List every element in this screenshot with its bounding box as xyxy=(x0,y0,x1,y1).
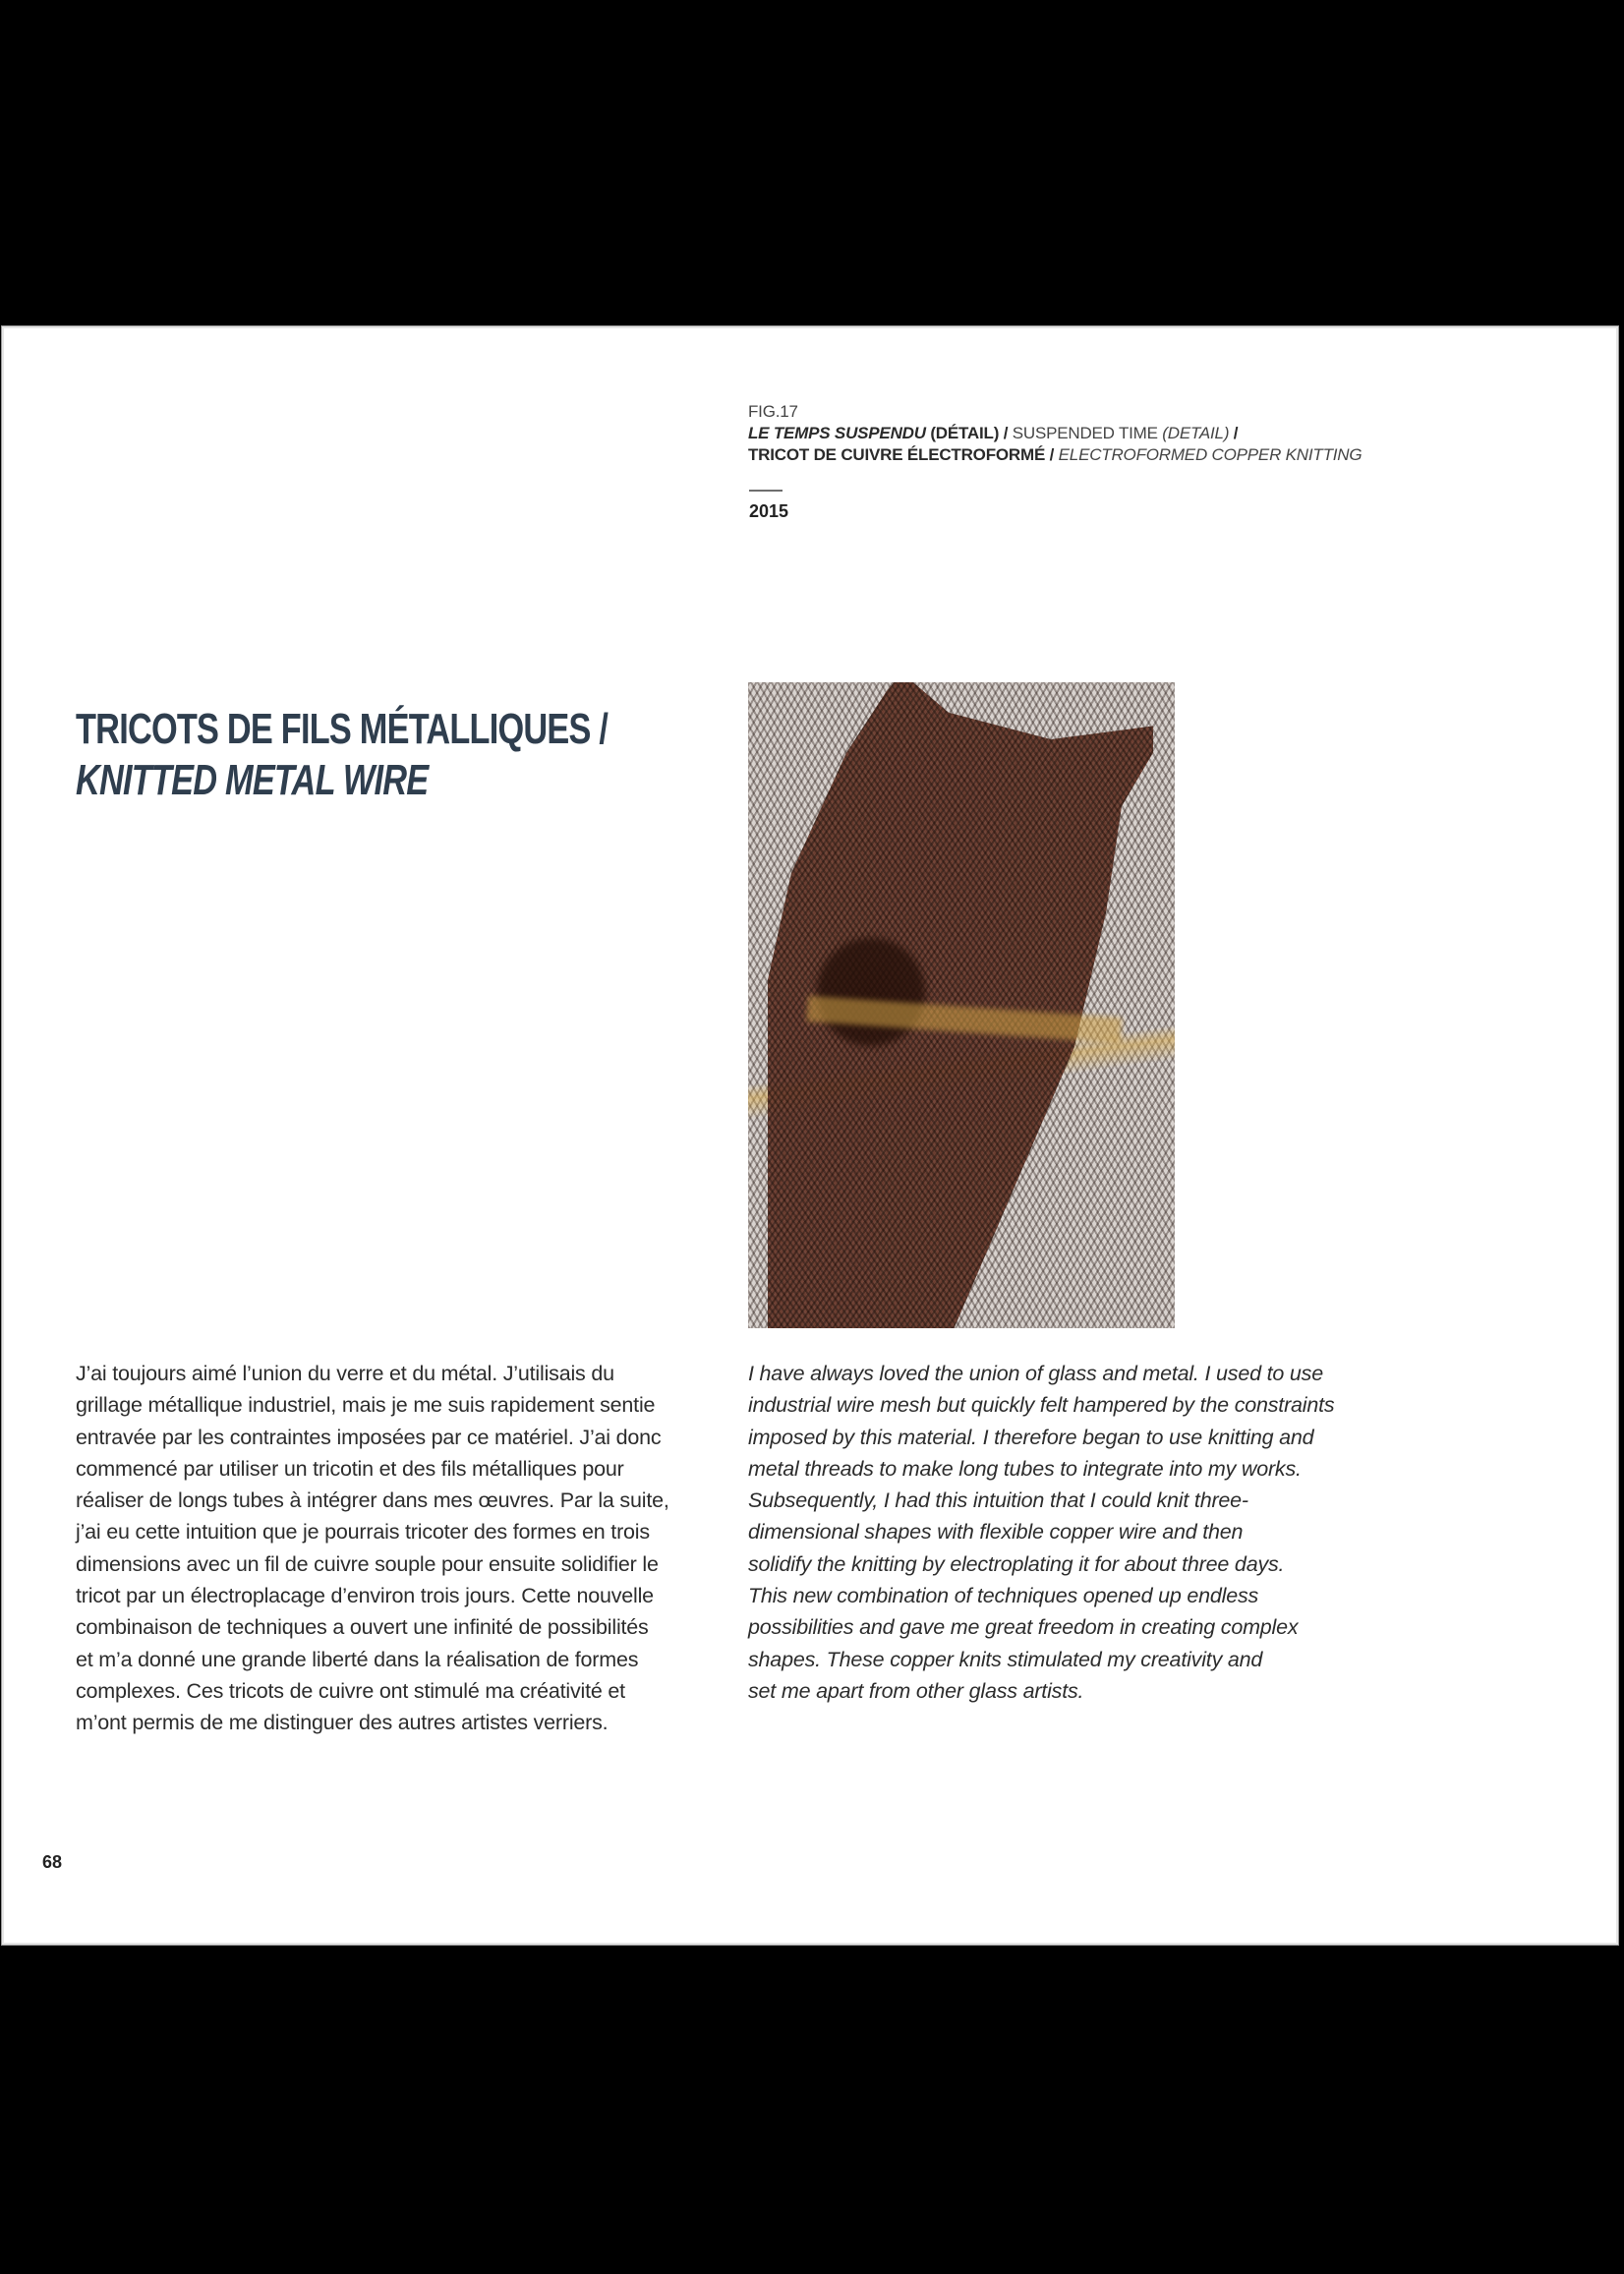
text-line: combinaison de techniques a ouvert une infinité de possibilités xyxy=(76,1615,649,1640)
caption-medium-fr: TRICOT DE CUIVRE ÉLECTROFORMÉ / xyxy=(748,445,1059,464)
text-line: imposed by this material. I therefore began to use knitting and xyxy=(748,1425,1314,1449)
text-line: set me apart from other glass artists. xyxy=(748,1678,1084,1703)
text-line: entravée par les contraintes imposées par ce matériel. J’ai donc xyxy=(76,1425,662,1449)
text-line: m’ont permis de me distinguer des autres artistes verriers. xyxy=(76,1711,609,1735)
caption-medium-en: ELECTROFORMED COPPER KNITTING xyxy=(1058,445,1363,464)
caption-title-en: SUSPENDED TIME xyxy=(1012,424,1163,442)
text-line: dimensional shapes with flexible copper wire and then xyxy=(748,1520,1244,1545)
text-line: J’ai toujours aimé l’union du verre et du métal. J’utilisais du xyxy=(76,1362,614,1385)
caption-separator: / xyxy=(1229,424,1239,442)
caption-divider xyxy=(749,490,783,492)
artwork-photo xyxy=(748,682,1175,1328)
figure-label: FIG.17 xyxy=(748,402,798,421)
body-text-english xyxy=(748,1358,1387,1707)
text-line: et m’a donné une grande liberté dans la réalisation de formes xyxy=(76,1647,639,1671)
figure-caption xyxy=(748,401,1362,466)
body-text-french xyxy=(76,1358,715,1739)
text-line: Subsequently, I had this intuition that I could knit three- xyxy=(748,1488,1248,1513)
text-line: metal threads to make long tubes to integrate into my works. xyxy=(748,1456,1302,1481)
text-line: grillage métallique industriel, mais je me suis rapidement sentie xyxy=(76,1393,656,1418)
section-title-fr: TRICOTS DE FILS MÉTALLIQUES / xyxy=(76,705,609,754)
caption-title-fr: LE TEMPS SUSPENDU xyxy=(748,424,926,442)
text-line: dimensions avec un fil de cuivre souple pour ensuite solidifier le xyxy=(76,1551,659,1576)
text-line: I have always loved the union of glass and metal. I used to use xyxy=(748,1362,1323,1385)
text-line: industrial wire mesh but quickly felt hampered by the constraints xyxy=(748,1393,1335,1418)
page-number: 68 xyxy=(42,1852,63,1872)
text-line: solidify the knitting by electroplating it for about three days. xyxy=(748,1551,1285,1576)
text-line: This new combination of techniques opened up endless xyxy=(748,1584,1259,1608)
text-line: possibilities and gave me great freedom in creating complex xyxy=(748,1615,1299,1640)
caption-year: 2015 xyxy=(749,501,789,521)
caption-medium-line xyxy=(748,444,1362,466)
section-title-en: KNITTED METAL WIRE xyxy=(76,756,429,805)
text-line: complexes. Ces tricots de cuivre ont stimulé ma créativité et xyxy=(76,1678,625,1703)
text-line: réaliser de longs tubes à intégrer dans mes œuvres. Par la suite, xyxy=(76,1488,669,1513)
caption-detail-fr: (DÉTAIL) / xyxy=(925,424,1013,442)
vase-dark-spot xyxy=(817,938,925,1046)
text-line: shapes. These copper knits stimulated my creativity and xyxy=(748,1647,1263,1671)
text-line: commencé par utiliser un tricotin et des fils métalliques pour xyxy=(76,1456,624,1481)
text-line: tricot par un électroplacage d’environ trois jours. Cette nouvelle xyxy=(76,1584,654,1608)
text-line: j’ai eu cette intuition que je pourrais tricoter des formes en trois xyxy=(76,1520,650,1545)
caption-title-line xyxy=(748,423,1362,444)
section-title xyxy=(76,704,608,806)
caption-detail-en: (DETAIL) xyxy=(1162,424,1230,442)
